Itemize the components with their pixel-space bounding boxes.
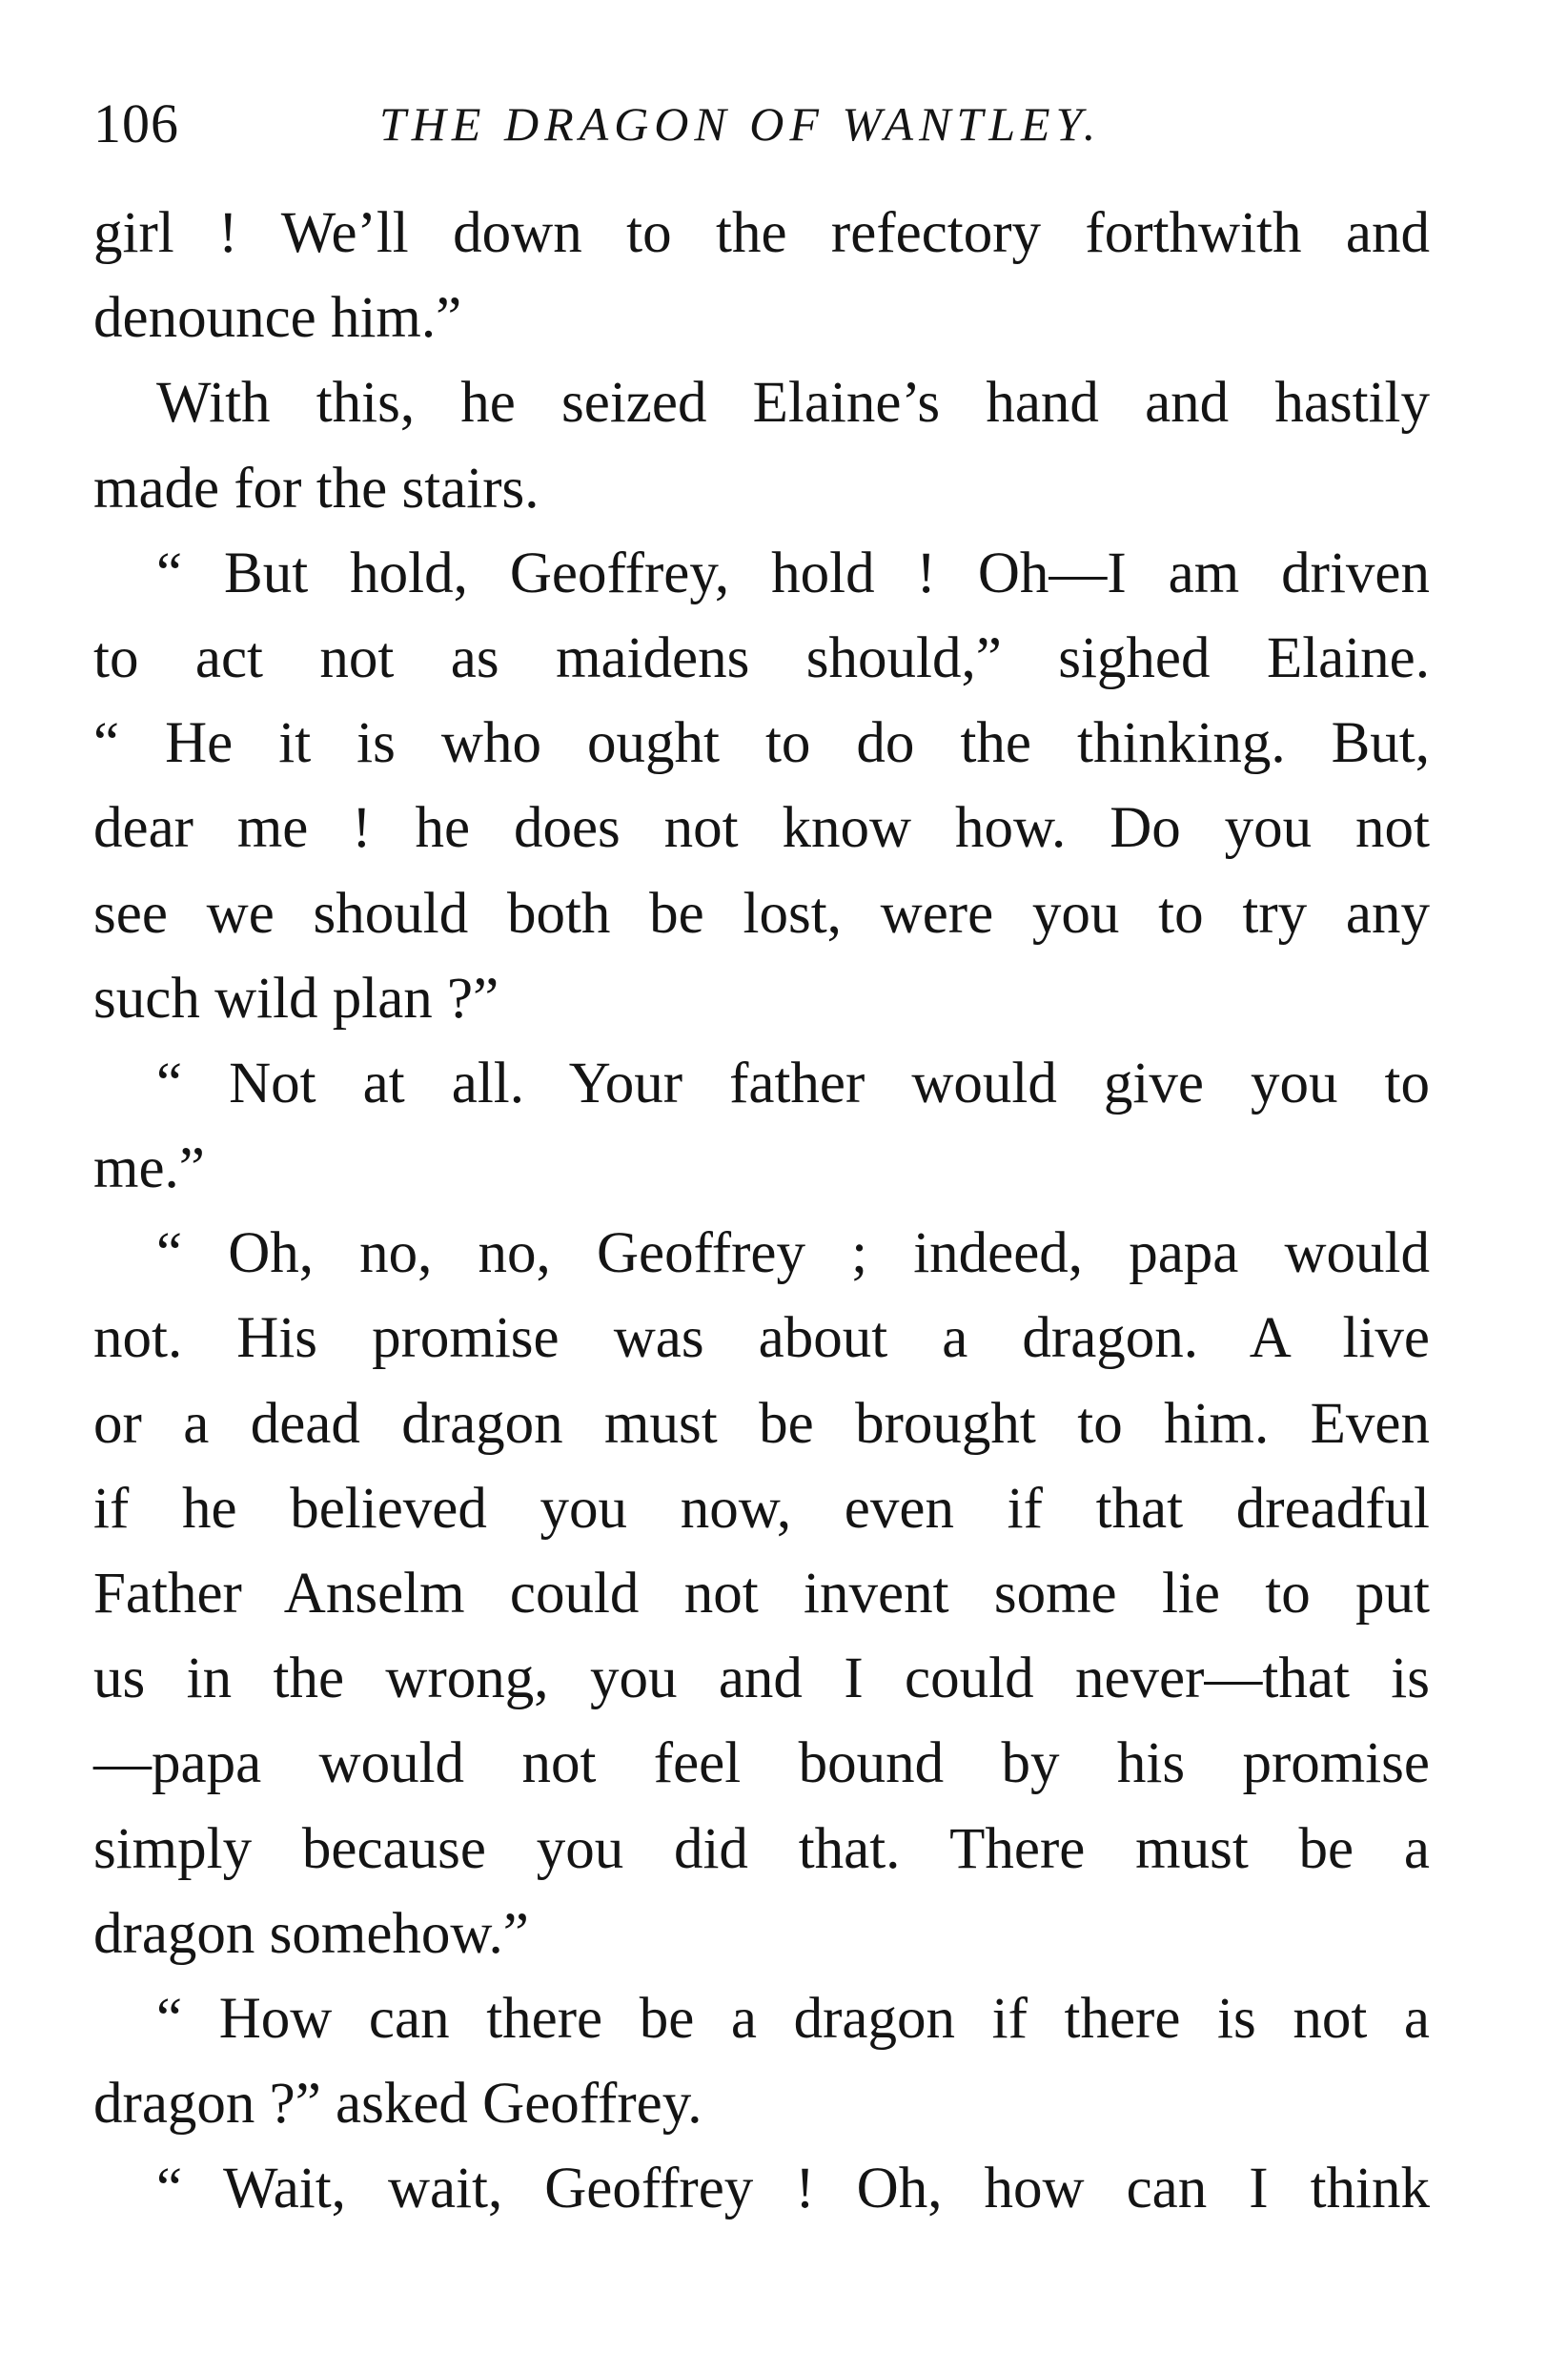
text-line: if he believed you now, even if that dreadful [93, 1476, 1430, 1541]
text-line: not. His promise was about a dragon. A live [93, 1306, 1430, 1371]
text-line: to act not as maidens should,” sighed Elaine. [93, 625, 1430, 690]
text-line: denounce him.” [93, 286, 462, 351]
text-line: dragon somehow.” [93, 1901, 529, 1966]
text-line: —papa would not feel bound by his promise [93, 1731, 1430, 1796]
text-line: dear me ! he does not know how. Do you not [93, 796, 1430, 861]
text-line: us in the wrong, you and I could never—that is [93, 1647, 1430, 1711]
page-number: 106 [93, 92, 179, 154]
body-text [93, 191, 1430, 2232]
text-line: girl ! We’ll down to the refectory forthwith and [93, 201, 1430, 265]
text-line: “ Wait, wait, Geoffrey ! Oh, how can I think [156, 2157, 1430, 2221]
text-line: “ Not at all. Your father would give you to [156, 1051, 1430, 1115]
text-line: simply because you did that. There must be a [93, 1816, 1430, 1881]
running-title: THE DRAGON OF WANTLEY. [379, 97, 1102, 151]
text-line: “ But hold, Geoffrey, hold ! Oh—I am driven [156, 541, 1430, 605]
text-line: dragon ?” asked Geoffrey. [93, 2072, 703, 2137]
text-line: “ Oh, no, no, Geoffrey ; indeed, papa would [156, 1221, 1430, 1286]
text-line: “ He it is who ought to do the thinking. But, [93, 711, 1430, 776]
text-line: “ How can there be a dragon if there is not a [156, 1986, 1430, 2051]
text-line: see we should both be lost, were you to try any [93, 881, 1430, 946]
text-line: or a dead dragon must be brought to him. Even [93, 1391, 1430, 1456]
text-line: made for the stairs. [93, 456, 540, 521]
text-line: me.” [93, 1136, 205, 1201]
text-line: such wild plan ?” [93, 966, 499, 1031]
text-line: With this, he seized Elaine’s hand and hastily [156, 371, 1430, 436]
text-line: Father Anselm could not invent some lie to put [93, 1562, 1430, 1626]
page-header [93, 81, 1428, 167]
